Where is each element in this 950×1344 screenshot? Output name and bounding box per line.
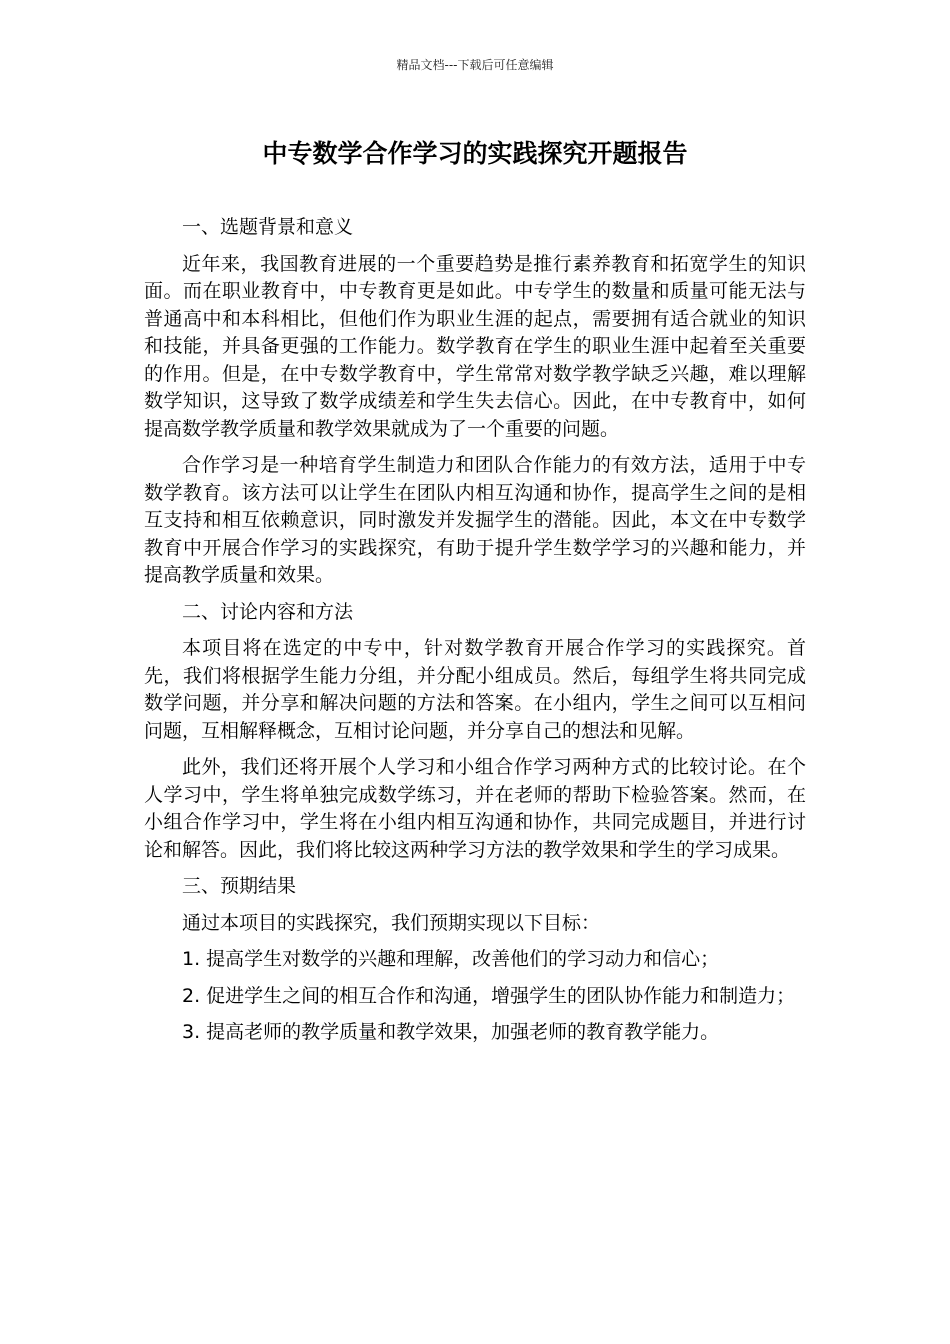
list-item: 1. 提高学生对数学的兴趣和理解，改善他们的学习动力和信心； xyxy=(182,948,720,970)
paragraph: 本项目将在选定的中专中，针对数学教育开展合作学习的实践探究。首先，我们将根据学生能力分组，并分配小组成员。然后，每组学生将共同完成数学问题，并分享和解决问题的方法和答案。在小组内，学生之间可以互相问问题，互相解释概念，互相讨论问题，并分享自己的想法和见解。 xyxy=(144,637,806,742)
section-heading-2: 二、讨论内容和方法 xyxy=(182,600,354,623)
list-item: 3. 提高老师的教学质量和教学效果，加强老师的教育教学能力。 xyxy=(182,1021,720,1043)
header-note: 精品文档---下载后可任意编辑 xyxy=(396,58,554,72)
paragraph: 近年来，我国教育进展的一个重要趋势是推行素养教育和拓宽学生的知识面。而在职业教育中，中专教育更是如此。中专学生的数量和质量可能无法与普通高中和本科相比，但他们作为职业生涯的起点，需要拥有适合就业的知识和技能，并具备更强的工作能力。数学教育在学生的职业生涯中起着至关重要的作用。但是，在中专数学教育中，学生常常对数学教学缺乏兴趣，难以理解数学知识，这导致了数学成绩差和学生失去信心。因此，在中专教育中，如何提高数学教学质量和教学效果就成为了一个重要的问题。 xyxy=(144,252,806,440)
document-title: 中专数学合作学习的实践探究开题报告 xyxy=(262,139,688,168)
paragraph: 合作学习是一种培育学生制造力和团队合作能力的有效方法，适用于中专数学教育。该方法可以让学生在团队内相互沟通和协作，提高学生之间的是相互支持和相互依赖意识，同时激发并发掘学生的潜能。因此，本文在中专数学教育中开展合作学习的实践探究，有助于提升学生数学学习的兴趣和能力，并提高教学质量和效果。 xyxy=(144,454,806,586)
paragraph: 此外，我们还将开展个人学习和小组合作学习两种方式的比较讨论。在个人学习中，学生将单独完成数学练习，并在老师的帮助下检验答案。然而，在小组合作学习中，学生将在小组内相互沟通和协作，共同完成题目，并进行讨论和解答。因此，我们将比较这两种学习方法的教学效果和学生的学习成果。 xyxy=(144,756,806,861)
list-item: 2. 促进学生之间的相互合作和沟通，增强学生的团队协作能力和制造力； xyxy=(182,984,796,1007)
section-heading-3: 三、预期结果 xyxy=(182,875,297,897)
section-heading-1: 一、选题背景和意义 xyxy=(182,216,354,238)
paragraph: 通过本项目的实践探究，我们预期实现以下目标： xyxy=(182,911,601,934)
document-body xyxy=(144,214,806,1056)
